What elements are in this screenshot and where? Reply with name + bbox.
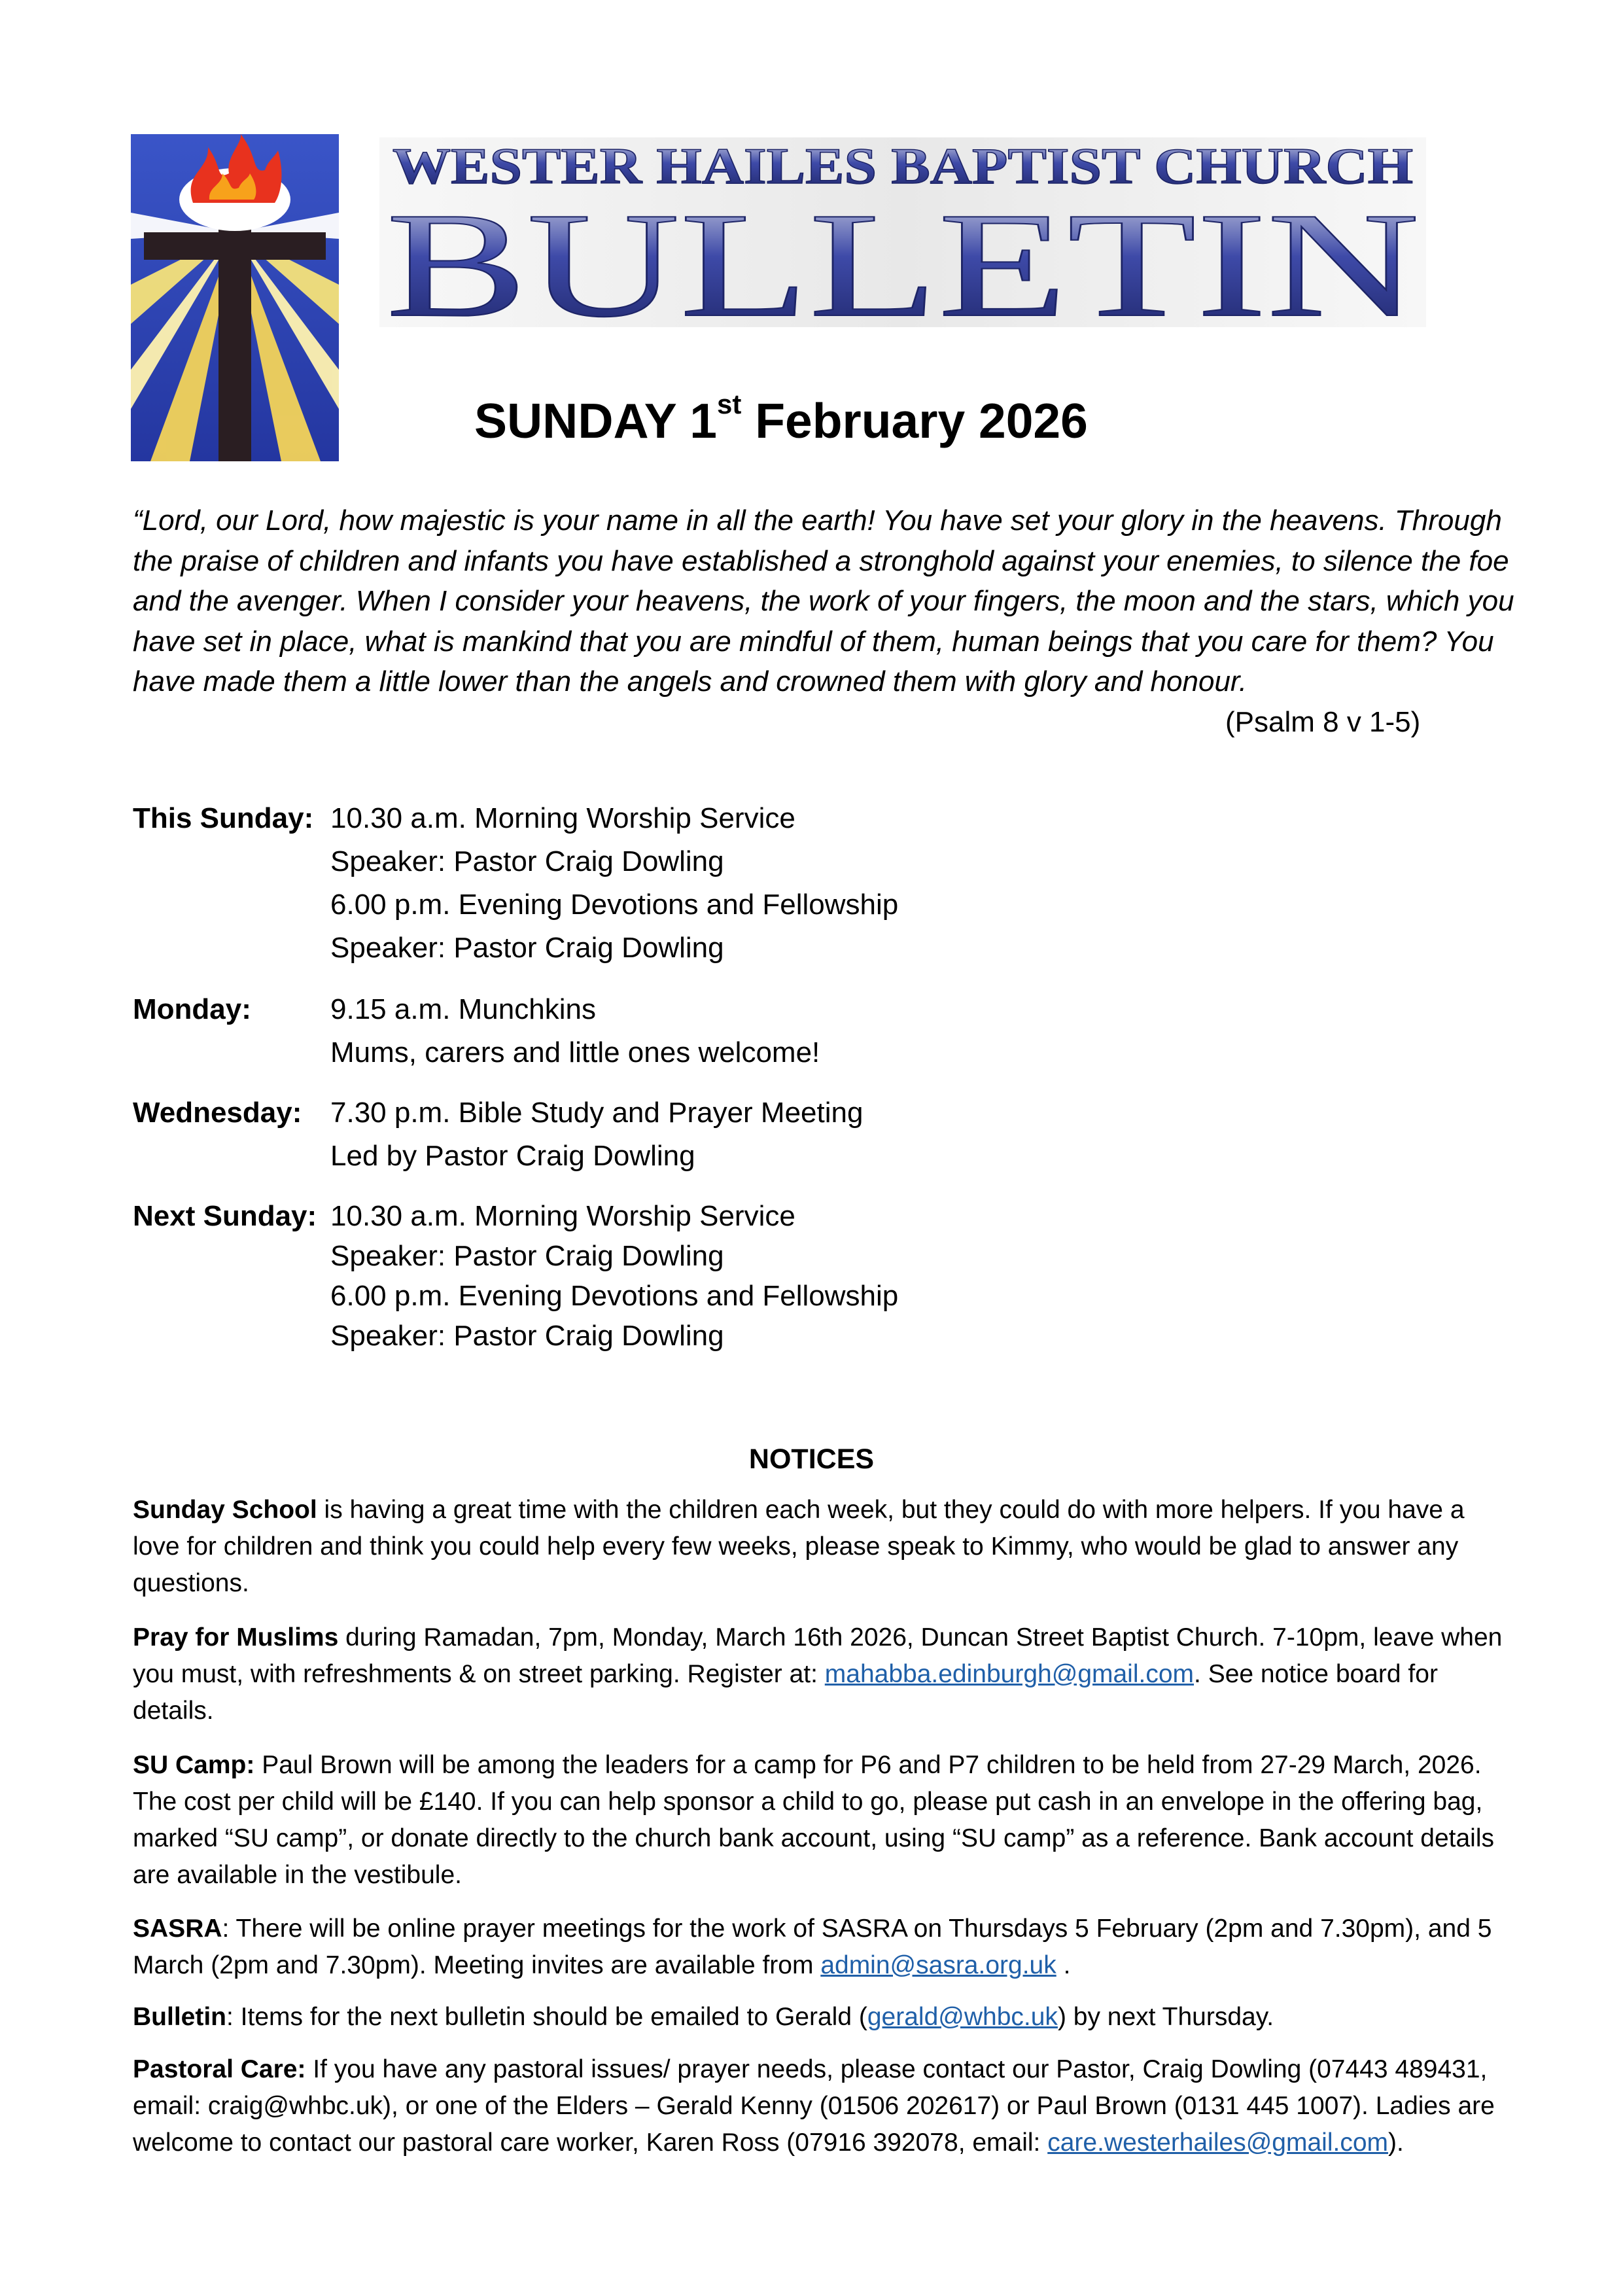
schedule-line: Speaker: Pastor Craig Dowling [330,1240,724,1272]
schedule-line: 10.30 a.m. Morning Worship Service [330,1200,795,1232]
notice-text: ). [1388,2128,1404,2157]
schedule-label: Wednesday: [133,1097,302,1129]
scripture-reference: (Psalm 8 v 1-5) [1225,706,1421,738]
email-link[interactable]: mahabba.edinburgh@gmail.com [824,1660,1195,1688]
schedule-line: 6.00 p.m. Evening Devotions and Fellowship [330,1280,899,1312]
email-link[interactable]: care.westerhailes@gmail.com [1047,2128,1389,2157]
notice-text: If you have any pastoral issues/ prayer needs, please contact our Pastor, Craig Dowling (07443 489431, email: craig@whbc.uk), or one of the Elders – Gerald Kenny (01506 202617) or Paul Brown (0131 445 1007). Ladies are welcome to contact our pastoral care worker, Karen Ross (07916 392078, email: [133,2055,1495,2157]
bulletin-date [474,389,1088,449]
notice-text: : There will be online prayer meetings for the work of SASRA on Thursdays 5 February (2pm and 7.30pm), and 5 March (2pm and 7.30pm). Meeting invites are available from [133,1915,1492,1979]
schedule-line: 6.00 p.m. Evening Devotions and Fellowship [330,889,899,921]
notice-title: SASRA [133,1915,222,1943]
notice-title: Pastoral Care: [133,2055,306,2083]
notice-text: ) by next Thursday. [1057,2003,1274,2031]
bulletin-word-text: BULLETIN [386,181,1420,327]
schedule-line: 7.30 p.m. Bible Study and Prayer Meeting [330,1097,864,1129]
email-link[interactable]: gerald@whbc.uk [867,2003,1058,2031]
scripture-quote: “Lord, our Lord, how majestic is your name in all the earth! You have set your glory in the heavens. Through the praise of children and infants you have established a stronghold against your enemies, to silence the foe and the avenger. When I consider your heavens, the work of your fingers, the moon and the stars, which you have set in place, what is mankind that you are mindful of them, human beings that you care for them? You have made them a little lower than the angels and crowned them with glory and honour. [133,504,1514,698]
schedule-label: This Sunday: [133,802,314,834]
notice-bulletin [133,1999,1513,2036]
schedule-line: Speaker: Pastor Craig Dowling [330,932,724,964]
notice-text: is having a great time with the children each week, but they could do with more helpers. If you have a love for children and think you could help every few weeks, please speak to Kimmy, who would be glad to answer any questions. [133,1496,1465,1597]
schedule-line: 9.15 a.m. Munchkins [330,993,596,1025]
schedule-label: Next Sunday: [133,1200,317,1232]
notice-title: SU Camp: [133,1751,255,1779]
notice-su-camp [133,1747,1513,1894]
email-link[interactable]: admin@sasra.org.uk [820,1951,1056,1979]
notice-pray-for-muslims [133,1619,1513,1729]
date-ordinal: st [717,389,742,419]
notice-title: Sunday School [133,1496,317,1524]
schedule-label: Monday: [133,993,251,1025]
schedule-line: Speaker: Pastor Craig Dowling [330,1320,724,1352]
bulletin-banner [379,137,1426,327]
church-name-text: WESTER HAILES BAPTIST CHURCH [393,137,1413,194]
notice-pastoral-care [133,2051,1513,2161]
notice-title: Bulletin [133,2003,226,2031]
notice-text: Paul Brown will be among the leaders for a camp for P6 and P7 children to be held from 27-29 March, 2026. The cost per child will be £140. If you can help sponsor a child to go, please put cash in an envelope in the offering bag, marked “SU camp”, or donate directly to the church bank account, using “SU camp” as a reference. Bank account details are available in the vestibule. [133,1751,1495,1889]
notices-heading: NOTICES [748,1443,875,1475]
date-suffix: February 2026 [741,393,1088,448]
schedule-line: Mums, carers and little ones welcome! [330,1036,820,1069]
notice-text: . See notice board for details. [133,1660,1438,1725]
notice-text: : Items for the next bulletin should be emailed to Gerald ( [226,2003,867,2031]
schedule-line: 10.30 a.m. Morning Worship Service [330,802,795,834]
notice-sasra [133,1911,1513,1984]
church-logo [131,134,339,461]
schedule-line: Led by Pastor Craig Dowling [330,1140,695,1172]
notice-title: Pray for Muslims [133,1623,339,1651]
date-prefix: SUNDAY 1 [474,393,718,448]
notice-text: . [1056,1951,1071,1979]
notice-sunday-school [133,1492,1513,1602]
notice-text: during Ramadan, 7pm, Monday, March 16th 2026, Duncan Street Baptist Church. 7-10pm, leave when you must, with refreshments & on street parking. Register at: [133,1623,1503,1688]
schedule-line: Speaker: Pastor Craig Dowling [330,845,724,877]
